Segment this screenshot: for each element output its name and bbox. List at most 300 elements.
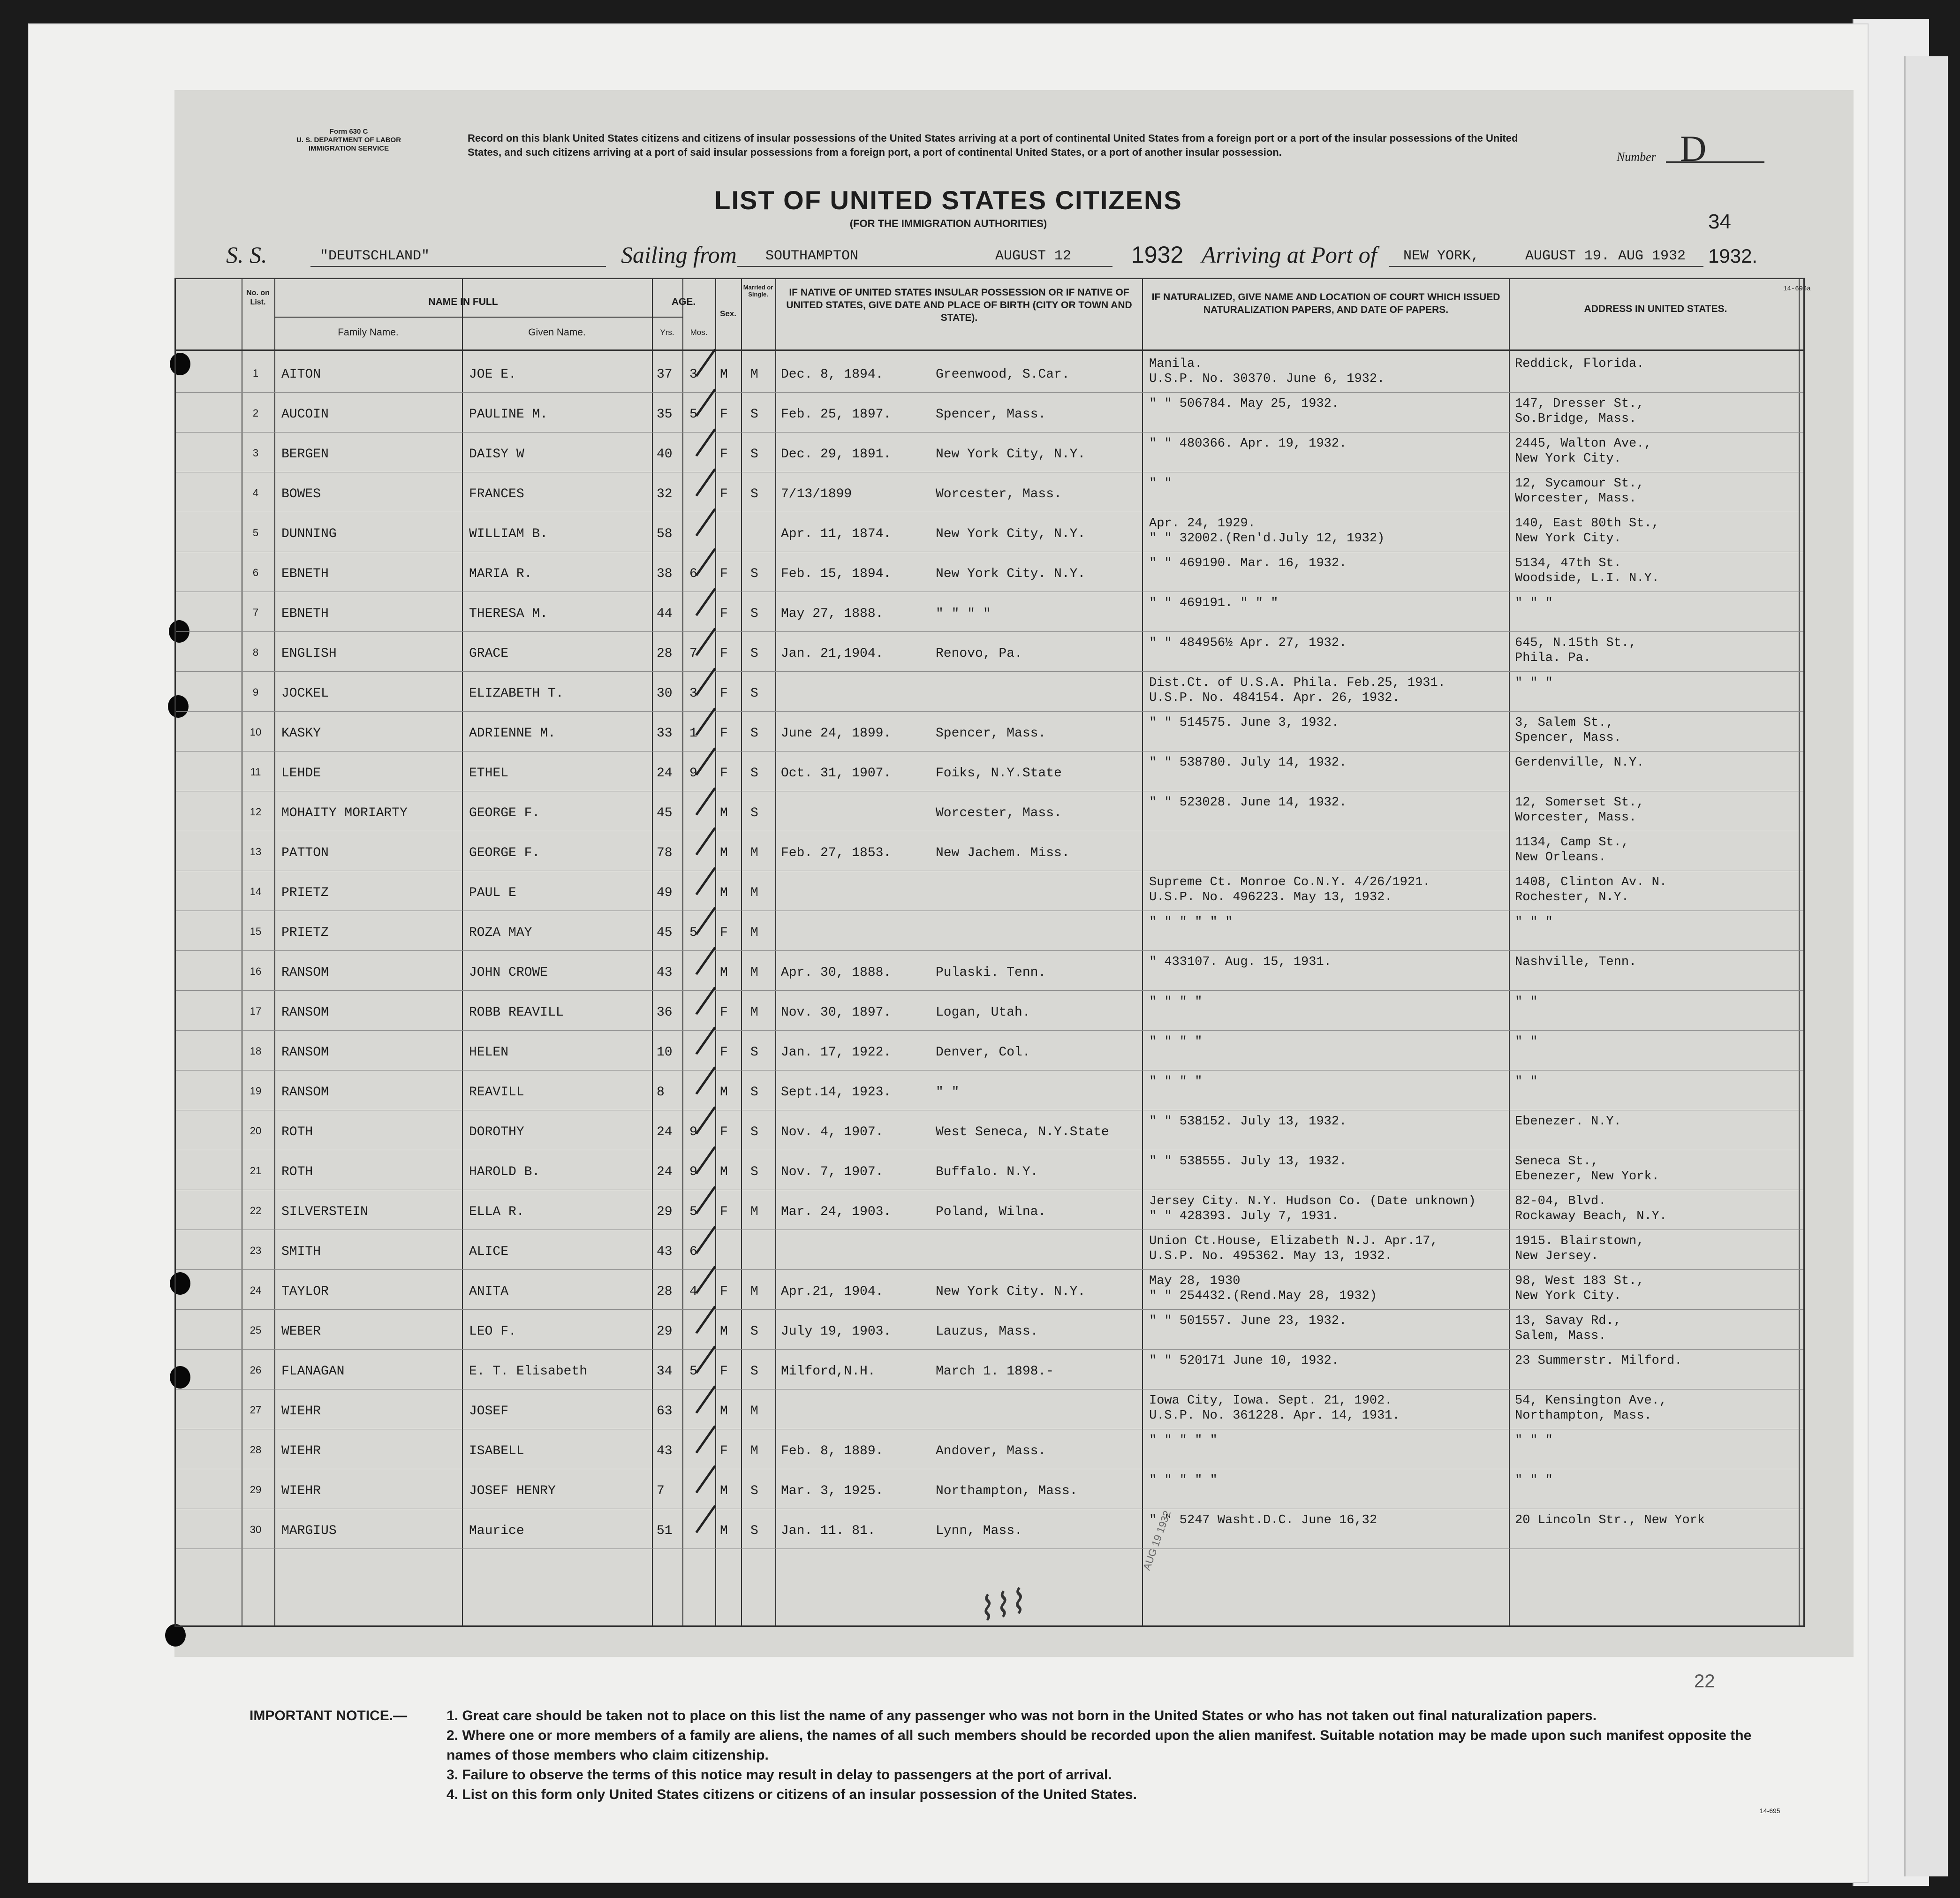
given-name: MARIA R. xyxy=(469,567,532,581)
age-months: 9 xyxy=(689,766,697,781)
us-address: 54, Kensington Ave., xyxy=(1515,1394,1667,1408)
sex: F xyxy=(720,1364,728,1379)
sex: F xyxy=(720,1045,728,1060)
birth-date: Apr. 11, 1874. xyxy=(781,527,892,541)
row-number: 6 xyxy=(252,567,259,578)
given-name: JOSEF xyxy=(469,1404,509,1419)
birth-place: Poland, Wilna. xyxy=(936,1205,1046,1219)
us-address: New Jersey. xyxy=(1515,1249,1599,1263)
family-name: FLANAGAN xyxy=(281,1364,345,1379)
birth-place: New York City, N.Y. xyxy=(936,527,1086,541)
row-divider xyxy=(176,1309,1803,1310)
naturalization-info: " " 254432.(Rend.May 28, 1932) xyxy=(1149,1289,1377,1303)
family-name: WIEHR xyxy=(281,1444,321,1458)
naturalization-info: " 433107. Aug. 15, 1931. xyxy=(1149,955,1332,969)
form-number: Form 630 C xyxy=(329,128,368,136)
naturalization-info: " " 538152. July 13, 1932. xyxy=(1149,1115,1347,1129)
us-address: " " " xyxy=(1515,1434,1553,1448)
row-number: 5 xyxy=(252,527,259,539)
sex: M xyxy=(720,1484,728,1498)
sex: M xyxy=(720,1324,728,1339)
naturalization-info: " " 469190. Mar. 16, 1932. xyxy=(1149,556,1347,570)
birth-date: Sept.14, 1923. xyxy=(781,1085,892,1100)
naturalization-info: Dist.Ct. of U.S.A. Phila. Feb.25, 1931. xyxy=(1149,676,1445,690)
header-mos: Mos. xyxy=(690,328,708,337)
row-number: 22 xyxy=(250,1205,262,1216)
marital-status: M xyxy=(750,846,758,860)
row-number: 3 xyxy=(252,447,259,459)
birth-date: Nov. 4, 1907. xyxy=(781,1125,884,1139)
row-number: 24 xyxy=(250,1284,262,1296)
birth-date: Jan. 17, 1922. xyxy=(781,1045,892,1060)
naturalization-info: Manila. xyxy=(1149,357,1203,371)
us-address: 12, Somerset St., xyxy=(1515,796,1644,810)
age-years: 51 xyxy=(657,1524,673,1538)
sex: F xyxy=(720,726,728,741)
given-name: PAUL E xyxy=(469,886,516,900)
birth-place: " " xyxy=(936,1085,960,1100)
arrival-date: AUGUST 19. AUG 1932 xyxy=(1525,248,1686,264)
family-name: SILVERSTEIN xyxy=(281,1205,368,1219)
family-name: EBNETH xyxy=(281,567,329,581)
age-months: 5 xyxy=(689,1364,697,1379)
date-stamp: AUG 19 1932 xyxy=(1141,1509,1173,1572)
birth-date: Milford,N.H. xyxy=(781,1364,876,1379)
age-months: 6 xyxy=(689,567,697,581)
naturalization-info: " " " " xyxy=(1149,1075,1203,1089)
age-months: 9 xyxy=(689,1165,697,1179)
age-years: 24 xyxy=(657,1125,673,1139)
family-name: AUCOIN xyxy=(281,407,329,422)
naturalization-info: U.S.P. No. 496223. May 13, 1932. xyxy=(1149,890,1392,904)
birth-date: July 19, 1903. xyxy=(781,1324,892,1339)
us-address: " " xyxy=(1515,1075,1538,1089)
marital-status: S xyxy=(750,1524,758,1538)
header-sex: Sex. xyxy=(720,309,736,318)
given-name: HAROLD B. xyxy=(469,1165,540,1179)
header-yrs: Yrs. xyxy=(660,328,674,337)
binder-hole xyxy=(165,1624,186,1647)
us-address: 5134, 47th St. xyxy=(1515,556,1621,570)
given-name: ELIZABETH T. xyxy=(469,686,564,701)
number-label: Number xyxy=(1617,150,1656,164)
us-address: Rockaway Beach, N.Y. xyxy=(1515,1209,1667,1223)
naturalization-info: Apr. 24, 1929. xyxy=(1149,516,1256,531)
naturalization-info: " " 523028. June 14, 1932. xyxy=(1149,796,1347,810)
us-address: 20 Lincoln Str., New York xyxy=(1515,1513,1705,1527)
row-divider xyxy=(176,671,1803,672)
us-address: Phila. Pa. xyxy=(1515,651,1591,665)
family-name: RANSOM xyxy=(281,965,329,980)
birth-place: West Seneca, N.Y.State xyxy=(936,1125,1109,1139)
row-divider xyxy=(176,1030,1803,1031)
row-number: 26 xyxy=(250,1364,262,1376)
family-name: SMITH xyxy=(281,1245,321,1259)
row-divider xyxy=(176,1269,1803,1270)
age-years: 43 xyxy=(657,1444,673,1458)
notice-item: 4. List on this form only United States citizens or citizens of an insular possession of the United States. xyxy=(446,1787,1137,1802)
given-name: JOE E. xyxy=(469,367,516,382)
us-address: Ebenezer. N.Y. xyxy=(1515,1115,1621,1129)
birth-date: Jan. 21,1904. xyxy=(781,646,884,661)
row-number: 14 xyxy=(250,886,262,897)
age-years: 35 xyxy=(657,407,673,422)
row-divider xyxy=(176,631,1803,632)
sex: F xyxy=(720,766,728,781)
age-years: 29 xyxy=(657,1205,673,1219)
naturalization-info: Jersey City. N.Y. Hudson Co. (Date unknown) xyxy=(1149,1194,1476,1208)
naturalization-info: Union Ct.House, Elizabeth N.J. Apr.17, xyxy=(1149,1234,1438,1248)
family-name: PRIETZ xyxy=(281,926,329,940)
marital-status: M xyxy=(750,1284,758,1299)
sex: M xyxy=(720,1524,728,1538)
birth-date: Feb. 15, 1894. xyxy=(781,567,892,581)
age-months: 9 xyxy=(689,1125,697,1139)
naturalization-info: " " " " xyxy=(1149,1035,1203,1049)
age-months: 1 xyxy=(689,726,697,741)
us-address: 12, Sycamour St., xyxy=(1515,477,1644,491)
header-address: ADDRESS IN UNITED STATES. xyxy=(1584,304,1727,314)
row-divider xyxy=(176,392,1803,393)
department-name: U. S. DEPARTMENT OF LABOR xyxy=(296,136,401,144)
birth-date: Mar. 3, 1925. xyxy=(781,1484,884,1498)
naturalization-info: " " 32002.(Ren'd.July 12, 1932) xyxy=(1149,531,1385,546)
family-name: WEBER xyxy=(281,1324,321,1339)
arrival-underline xyxy=(1389,266,1703,267)
family-name: LEHDE xyxy=(281,766,321,781)
age-years: 10 xyxy=(657,1045,673,1060)
birth-place: Spencer, Mass. xyxy=(936,726,1046,741)
family-name: BERGEN xyxy=(281,447,329,462)
row-number: 7 xyxy=(252,607,259,618)
birth-place: New York City. N.Y. xyxy=(936,1284,1086,1299)
marital-status: S xyxy=(750,407,758,422)
passenger-table xyxy=(174,278,1805,1627)
sex: M xyxy=(720,806,728,820)
notice-item: 3. Failure to observe the terms of this notice may result in delay to passengers at the port of arrival. xyxy=(446,1767,1112,1783)
page-number: 34 xyxy=(1708,210,1731,233)
corner-mark: 22 xyxy=(1694,1671,1715,1692)
row-number: 17 xyxy=(250,1005,262,1017)
sex: F xyxy=(720,607,728,621)
us-address: " " " xyxy=(1515,915,1553,929)
row-number: 21 xyxy=(250,1165,262,1177)
sex: F xyxy=(720,1005,728,1020)
sex: M xyxy=(720,367,728,382)
naturalization-info: U.S.P. No. 30370. June 6, 1932. xyxy=(1149,372,1385,386)
marital-status: M xyxy=(750,926,758,940)
list-number: D xyxy=(1680,128,1707,169)
age-years: 38 xyxy=(657,567,673,581)
header-name: NAME IN FULL xyxy=(428,296,498,307)
birth-place: New York City. N.Y. xyxy=(936,567,1086,581)
us-address: 13, Savay Rd., xyxy=(1515,1314,1621,1328)
row-number: 1 xyxy=(252,367,259,379)
row-number: 29 xyxy=(250,1484,262,1496)
header-naturalization: IF NATURALIZED, GIVE NAME AND LOCATION OF COURT WHICH ISSUED NATURALIZATION PAPERS, AND DATE OF PAPERS. xyxy=(1151,292,1500,315)
marital-status: M xyxy=(750,1444,758,1458)
birth-place: Buffalo. N.Y. xyxy=(936,1165,1038,1179)
age-years: 32 xyxy=(657,487,673,501)
given-name: ANITA xyxy=(469,1284,509,1299)
age-years: 44 xyxy=(657,607,673,621)
family-name: WIEHR xyxy=(281,1404,321,1419)
naturalization-info: " " xyxy=(1149,477,1172,491)
sailing-year: 1932 xyxy=(1131,242,1184,268)
naturalization-info: " " " " xyxy=(1149,995,1203,1009)
naturalization-info: " " 501557. June 23, 1932. xyxy=(1149,1314,1347,1328)
naturalization-info: " " 538555. July 13, 1932. xyxy=(1149,1154,1347,1169)
notice-item: 2. Where one or more members of a family are aliens, the names of all such members should be recorded upon the alien manifest. Suitable notation may be made upon such manifest opposite the names of those members who claim citizenship. xyxy=(446,1728,1752,1763)
birth-place: Lauzus, Mass. xyxy=(936,1324,1038,1339)
us-address: Northampton, Mass. xyxy=(1515,1409,1652,1423)
given-name: ISABELL xyxy=(469,1444,524,1458)
age-years: 43 xyxy=(657,1245,673,1259)
given-name: FRANCES xyxy=(469,487,524,501)
age-years: 45 xyxy=(657,806,673,820)
marital-status: S xyxy=(750,1125,758,1139)
marital-status: M xyxy=(750,965,758,980)
age-years: 63 xyxy=(657,1404,673,1419)
sex: F xyxy=(720,926,728,940)
sex: F xyxy=(720,447,728,462)
ship-underline xyxy=(310,266,606,267)
us-address: 1915. Blairstown, xyxy=(1515,1234,1644,1248)
naturalization-info: " " 520171 June 10, 1932. xyxy=(1149,1354,1339,1368)
ship-name: "DEUTSCHLAND" xyxy=(320,248,430,264)
row-divider xyxy=(176,1349,1803,1350)
sex: F xyxy=(720,567,728,581)
naturalization-info: " " 480366. Apr. 19, 1932. xyxy=(1149,437,1347,451)
arrival-year: 1932. xyxy=(1708,245,1758,267)
marital-status: S xyxy=(750,1484,758,1498)
birth-date: May 27, 1888. xyxy=(781,607,884,621)
age-years: 33 xyxy=(657,726,673,741)
naturalization-info: " " 514575. June 3, 1932. xyxy=(1149,716,1339,730)
us-address: Rochester, N.Y. xyxy=(1515,890,1629,904)
sex: M xyxy=(720,965,728,980)
marital-status: S xyxy=(750,766,758,781)
us-address: Salem, Mass. xyxy=(1515,1329,1606,1343)
us-address: Reddick, Florida. xyxy=(1515,357,1644,371)
family-name: WIEHR xyxy=(281,1484,321,1498)
row-divider xyxy=(176,432,1803,433)
family-name: RANSOM xyxy=(281,1005,329,1020)
birth-place: Andover, Mass. xyxy=(936,1444,1046,1458)
marital-status: S xyxy=(750,447,758,462)
us-address: 147, Dresser St., xyxy=(1515,397,1644,411)
age-years: 36 xyxy=(657,1005,673,1020)
naturalization-info: " " 428393. July 7, 1931. xyxy=(1149,1209,1339,1223)
family-name: EBNETH xyxy=(281,607,329,621)
sailing-from-label: Sailing from xyxy=(621,242,737,268)
age-months: 7 xyxy=(689,646,697,661)
number-underline xyxy=(1666,161,1764,163)
age-months: 5 xyxy=(689,1205,697,1219)
age-years: 29 xyxy=(657,1324,673,1339)
marital-status: S xyxy=(750,607,758,621)
marital-status: S xyxy=(750,1165,758,1179)
birth-place: Spencer, Mass. xyxy=(936,407,1046,422)
sex: F xyxy=(720,1284,728,1299)
header-family: Family Name. xyxy=(338,327,399,338)
age-months: 5 xyxy=(689,926,697,940)
us-address: " " " xyxy=(1515,676,1553,690)
marital-status: S xyxy=(750,487,758,501)
family-name: DUNNING xyxy=(281,527,337,541)
given-name: ROZA MAY xyxy=(469,926,532,940)
given-name: THERESA M. xyxy=(469,607,548,621)
birth-place: Logan, Utah. xyxy=(936,1005,1030,1020)
marital-status: S xyxy=(750,1085,758,1100)
family-name: ROTH xyxy=(281,1165,313,1179)
marital-status: S xyxy=(750,726,758,741)
us-address: 645, N.15th St., xyxy=(1515,636,1637,650)
birth-place: Denver, Col. xyxy=(936,1045,1030,1060)
age-years: 8 xyxy=(657,1085,665,1100)
age-years: 28 xyxy=(657,646,673,661)
given-name: WILLIAM B. xyxy=(469,527,548,541)
age-months: 3 xyxy=(689,686,697,701)
us-address: 140, East 80th St., xyxy=(1515,516,1659,531)
notice-heading: IMPORTANT NOTICE.— xyxy=(250,1708,408,1723)
naturalization-info: " " 506784. May 25, 1932. xyxy=(1149,397,1339,411)
sex: F xyxy=(720,1444,728,1458)
ss-label: S. S. xyxy=(226,242,267,268)
us-address: 23 Summerstr. Milford. xyxy=(1515,1354,1682,1368)
age-years: 28 xyxy=(657,1284,673,1299)
us-address: Nashville, Tenn. xyxy=(1515,955,1637,969)
us-address: New York City. xyxy=(1515,531,1621,546)
naturalization-info: " " 469191. " " " xyxy=(1149,596,1279,610)
age-years: 58 xyxy=(657,527,673,541)
us-address: 1134, Camp St., xyxy=(1515,835,1629,850)
naturalization-info: U.S.P. No. 495362. May 13, 1932. xyxy=(1149,1249,1392,1263)
sex: F xyxy=(720,686,728,701)
us-address: 2445, Walton Ave., xyxy=(1515,437,1652,451)
given-name: DAISY W xyxy=(469,447,524,462)
naturalization-info: " " " " " xyxy=(1149,1473,1218,1488)
given-name: DOROTHY xyxy=(469,1125,524,1139)
header-married: Married or Single. xyxy=(743,284,773,298)
marital-status: M xyxy=(750,1404,758,1419)
us-address: Woodside, L.I. N.Y. xyxy=(1515,571,1659,585)
marital-status: S xyxy=(750,1364,758,1379)
family-name: JOCKEL xyxy=(281,686,329,701)
birth-date: Feb. 25, 1897. xyxy=(781,407,892,422)
given-name: GEORGE F. xyxy=(469,806,540,820)
given-name: JOSEF HENRY xyxy=(469,1484,556,1498)
header-age: AGE. xyxy=(671,296,696,307)
naturalization-info: Supreme Ct. Monroe Co.N.Y. 4/26/1921. xyxy=(1149,875,1430,889)
us-address: New Orleans. xyxy=(1515,850,1606,865)
marital-status: S xyxy=(750,567,758,581)
marital-status: S xyxy=(750,646,758,661)
sex: M xyxy=(720,846,728,860)
family-name: RANSOM xyxy=(281,1085,329,1100)
naturalization-info: Iowa City, Iowa. Sept. 21, 1902. xyxy=(1149,1394,1392,1408)
given-name: Maurice xyxy=(469,1524,524,1538)
row-divider xyxy=(176,751,1803,752)
birth-date: Mar. 24, 1903. xyxy=(781,1205,892,1219)
row-number: 28 xyxy=(250,1444,262,1456)
birth-date: Apr.21, 1904. xyxy=(781,1284,884,1299)
header-no: No. on List. xyxy=(246,289,270,306)
age-years: 37 xyxy=(657,367,673,382)
us-address: 1408, Clinton Av. N. xyxy=(1515,875,1667,889)
naturalization-info: U.S.P. No. 361228. Apr. 14, 1931. xyxy=(1149,1409,1400,1423)
birth-place: New York City, N.Y. xyxy=(936,447,1086,462)
birth-date: Feb. 27, 1853. xyxy=(781,846,892,860)
given-name: REAVILL xyxy=(469,1085,524,1100)
naturalization-info: " " " " " xyxy=(1149,1434,1218,1448)
service-name: IMMIGRATION SERVICE xyxy=(308,144,389,152)
us-address: 82-04, Blvd. xyxy=(1515,1194,1606,1208)
age-years: 24 xyxy=(657,1165,673,1179)
naturalization-info: May 28, 1930 xyxy=(1149,1274,1241,1288)
age-years: 30 xyxy=(657,686,673,701)
manifest-page xyxy=(28,23,1869,1883)
header-birth: IF NATIVE OF UNITED STATES INSULAR POSSESSION OR IF NATIVE OF UNITED STATES, GIVE DATE AND PLACE OF BIRTH (CITY OR TOWN AND STATE). xyxy=(786,287,1132,323)
sex: M xyxy=(720,886,728,900)
row-number: 13 xyxy=(250,846,262,858)
birth-date: Apr. 30, 1888. xyxy=(781,965,892,980)
sex: M xyxy=(720,1085,728,1100)
birth-place: Lynn, Mass. xyxy=(936,1524,1022,1538)
row-number: 25 xyxy=(250,1324,262,1336)
given-name: HELEN xyxy=(469,1045,509,1060)
row-number: 16 xyxy=(250,965,262,977)
age-years: 34 xyxy=(657,1364,673,1379)
marital-status: M xyxy=(750,886,758,900)
us-address: Spencer, Mass. xyxy=(1515,731,1621,745)
row-number: 10 xyxy=(250,726,262,738)
sex: M xyxy=(720,1404,728,1419)
given-name: ELLA R. xyxy=(469,1205,524,1219)
us-address: Worcester, Mass. xyxy=(1515,492,1637,506)
naturalization-info: " " 484956½ Apr. 27, 1932. xyxy=(1149,636,1347,650)
header-code: 14-695a xyxy=(1783,285,1811,293)
birth-date: Feb. 8, 1889. xyxy=(781,1444,884,1458)
age-years: 49 xyxy=(657,886,673,900)
us-address: Worcester, Mass. xyxy=(1515,811,1637,825)
age-years: 40 xyxy=(657,447,673,462)
birth-place: " " " " xyxy=(936,607,991,621)
naturalization-info: " " 5247 Washt.D.C. June 16,32 xyxy=(1149,1513,1377,1527)
form-identifier xyxy=(296,128,401,153)
birth-date: Nov. 30, 1897. xyxy=(781,1005,892,1020)
marital-status: M xyxy=(750,1205,758,1219)
us-address: " " xyxy=(1515,1035,1538,1049)
naturalization-info: U.S.P. No. 484154. Apr. 26, 1932. xyxy=(1149,691,1400,705)
birth-place: New Jachem. Miss. xyxy=(936,846,1070,860)
row-number: 20 xyxy=(250,1125,262,1137)
family-name: ENGLISH xyxy=(281,646,337,661)
us-address: Ebenezer, New York. xyxy=(1515,1169,1659,1184)
form-instructions: Record on this blank United States citizens and citizens of insular possessions of the United States arriving at a port of continental United States from a foreign port or a port of the insular possessions of the United States, and such citizens arriving at a port of said insular possessions from a foreign port, a port of continental United States, or a port of another insular possession. xyxy=(468,132,1518,158)
sailing-port: SOUTHAMPTON xyxy=(765,248,859,264)
marital-status: M xyxy=(750,367,758,382)
marital-status: M xyxy=(750,1005,758,1020)
family-name: BOWES xyxy=(281,487,321,501)
birth-place: Greenwood, S.Car. xyxy=(936,367,1070,382)
us-address: " " xyxy=(1515,995,1538,1009)
age-months: 3 xyxy=(689,367,697,382)
age-years: 7 xyxy=(657,1484,665,1498)
given-name: ALICE xyxy=(469,1245,509,1259)
given-name: ETHEL xyxy=(469,766,509,781)
row-number: 2 xyxy=(252,407,259,419)
